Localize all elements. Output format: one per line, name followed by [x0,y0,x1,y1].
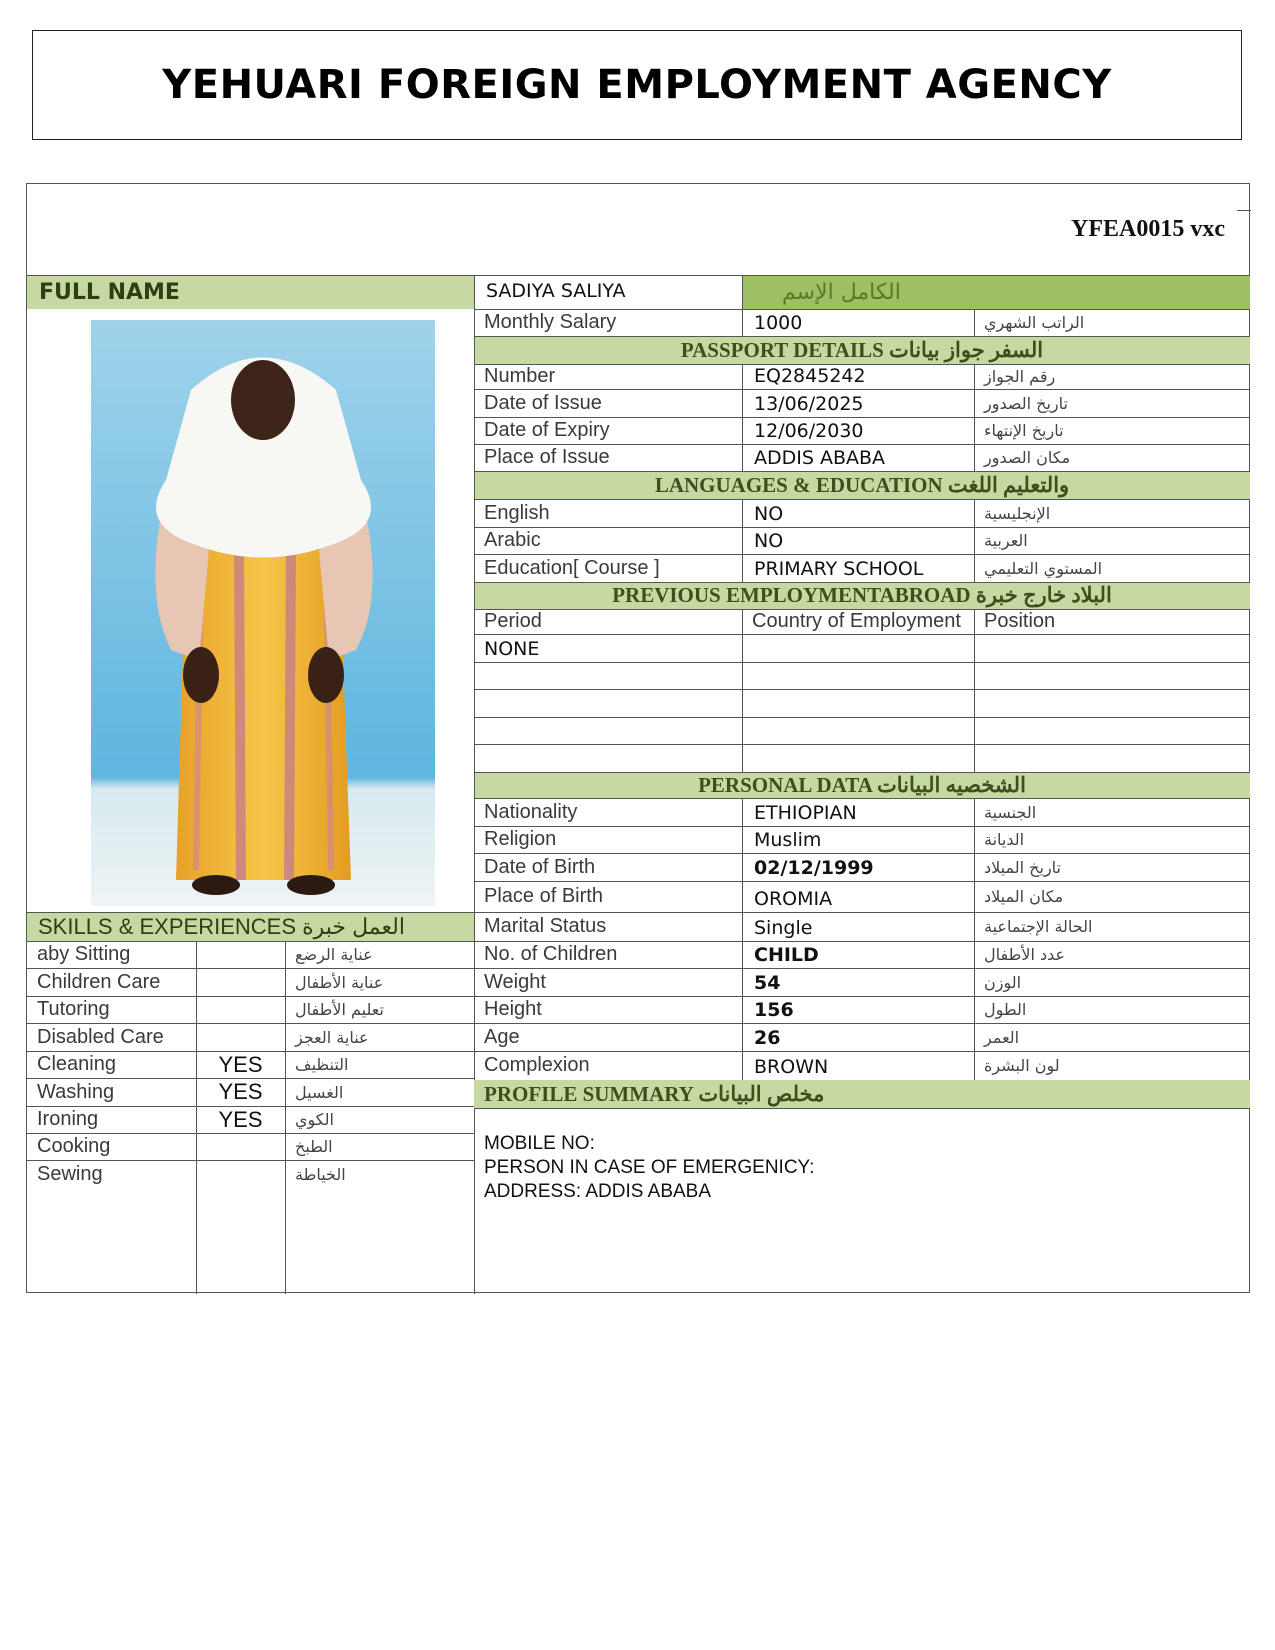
passport-row-1-value: 13/06/2025 [754,393,864,415]
personal-row-7-arabic: الطول [984,1000,1027,1019]
employment-country-2 [742,689,974,717]
skills-header: SKILLS & EXPERIENCES العمل خبرة [27,912,474,941]
personal-row-1-value: Muslim [754,829,822,851]
personal-data-header: PERSONAL DATA الشخصيه البيانات [474,772,1250,798]
grid-line-h [474,853,1250,854]
skill-value-6: YES [218,1106,263,1132]
grid-line-v [742,499,743,582]
grid-line-v [742,364,743,471]
personal-row-7-label: Height [484,998,542,1020]
grid-line-v [974,609,975,772]
personal-row-2-label: Date of Birth [484,855,596,878]
skill-arabic-2: تعليم الأطفال [295,1000,384,1019]
grid-line-h [474,996,1250,997]
personal-row-4-arabic: الحالة الإجتماعية [984,917,1093,936]
grid-line-h [474,662,1250,663]
skill-value-4: YES [218,1051,263,1077]
skill-value-2 [196,996,285,1023]
skill-value-3 [196,1023,285,1051]
monthly-salary-value: 1000 [754,312,803,334]
skill-label-1: Children Care [37,970,161,993]
passport-row-0-label: Number [484,365,556,387]
grid-line-h [474,471,1250,472]
skill-label-0: aby Sitting [37,943,131,965]
grid-line-h [474,744,1250,745]
personal-row-7-value: 156 [754,999,794,1021]
grid-line-h [474,609,1250,610]
grid-line-h [27,1106,474,1107]
grid-line-v [742,609,743,772]
grid-line-h [27,968,474,969]
grid-line-h [474,941,1250,942]
personal-row-0-label: Nationality [484,800,578,823]
employment-period-0: NONE [484,638,540,660]
skill-label-6: Ironing [37,1108,99,1130]
grid-line-h [474,444,1250,445]
skill-arabic-7: الطبخ [295,1137,333,1156]
grid-line-h [27,1078,474,1079]
employment-period-4 [474,744,742,772]
employment-country-4 [742,744,974,772]
skill-label-7: Cooking [37,1135,111,1157]
personal-row-1-label: Religion [484,828,557,850]
personal-row-8-value: 26 [754,1027,781,1049]
skill-value-0 [196,941,285,968]
applicant-photo-image [91,320,435,906]
languages-row-0-label: English [484,501,550,524]
personal-row-8-label: Age [484,1025,520,1048]
mobile-number-line: MOBILE NO: [484,1133,595,1154]
passport-row-2-arabic: تاريخ الإنتهاء [984,421,1064,440]
passport-row-2-value: 12/06/2030 [754,420,864,442]
passport-row-3-label: Place of Issue [484,446,610,468]
grid-line-h [474,968,1250,969]
personal-row-6-label: Weight [484,970,546,993]
applicant-photo [91,320,435,906]
grid-line-h [474,499,1250,500]
period-column-header: Period [484,610,542,632]
personal-row-3-label: Place of Birth [484,885,603,907]
grid-line-h [474,364,1250,365]
grid-line-v [742,309,743,336]
skill-arabic-0: عناية الرضع [295,945,373,964]
passport-row-2-label: Date of Expiry [484,419,610,441]
employment-position-3 [974,717,1250,744]
personal-row-5-arabic: عدد الأطفال [984,945,1066,964]
languages-row-2-label: Education[ Course ] [484,556,660,579]
personal-row-4-value: Single [754,917,813,939]
passport-header: PASSPORT DETAILS السفر جواز بيانات [474,336,1250,364]
skill-label-3: Disabled Care [37,1025,164,1048]
grid-line-h [474,826,1250,827]
grid-line-h [474,881,1250,882]
skill-label-5: Washing [37,1080,115,1103]
employment-country-1 [742,662,974,689]
passport-row-3-value: ADDIS ABABA [754,447,886,469]
reference-number: YFEA0015 vxc [1071,216,1225,242]
languages-row-2-value: PRIMARY SCHOOL [754,558,924,580]
languages-row-1-arabic: العربية [984,531,1028,550]
grid-line-h [474,417,1250,418]
skill-label-4: Cleaning [37,1053,116,1075]
grid-line-h [474,389,1250,390]
passport-row-0-value: EQ2845242 [754,365,866,387]
grid-line-v [974,499,975,582]
skill-value-7 [196,1133,285,1160]
grid-line-h [27,1133,474,1134]
grid-line-h [474,798,1250,799]
employment-period-1 [474,662,742,689]
employment-position-2 [974,689,1250,717]
employment-country-3 [742,717,974,744]
agency-title-box [32,30,1242,140]
profile-summary-header: PROFILE SUMMARY مخلص البيانات [474,1080,1250,1108]
emergency-contact-line: PERSON IN CASE OF EMERGENICY: [484,1157,815,1178]
grid-line-h [474,772,1250,773]
skill-arabic-5: الغسيل [295,1082,344,1102]
grid-line-h [27,1160,474,1161]
grid-line-h [474,582,1250,583]
monthly-salary-label: Monthly Salary [484,311,617,333]
skill-label-8: Sewing [37,1162,103,1185]
personal-row-4-label: Marital Status [484,915,607,937]
agency-title: YEHUARI FOREIGN EMPLOYMENT AGENCY [162,62,1112,108]
personal-row-8-arabic: العمر [984,1027,1020,1047]
personal-row-9-label: Complexion [484,1054,590,1076]
languages-header: LANGUAGES & EDUCATION والتعليم اللغت [474,471,1250,499]
grid-line-h [474,634,1250,635]
grid-line-h [474,912,1250,913]
languages-row-2-arabic: المستوي التعليمي [984,558,1103,578]
grid-line-h [27,1023,474,1024]
grid-line-h [474,554,1250,555]
grid-line-v [742,798,743,1080]
personal-row-2-arabic: تاريخ الميلاد [984,857,1061,877]
grid-line-h [474,527,1250,528]
grid-line-v [742,275,743,309]
passport-row-3-arabic: مكان الصدور [984,448,1071,467]
passport-row-1-label: Date of Issue [484,391,602,414]
grid-line-h [474,336,1250,337]
skill-value-8 [196,1160,285,1188]
personal-row-3-arabic: مكان الميلاد [984,887,1064,906]
grid-line-h [474,309,1250,310]
reference-tick [1237,210,1251,211]
personal-row-2-value: 02/12/1999 [754,857,874,879]
full-name-label: FULL NAME [27,275,474,309]
grid-line-h [27,275,1250,276]
cv-form [26,183,1250,1293]
grid-line-v [974,309,975,336]
grid-line-v [285,941,286,1294]
skill-label-2: Tutoring [37,998,110,1020]
passport-row-0-arabic: رقم الجواز [984,367,1056,386]
full-name-arabic: الكامل الإسم [742,275,1250,309]
personal-row-0-value: ETHIOPIAN [754,802,857,824]
personal-row-1-arabic: الديانة [984,830,1025,849]
languages-row-0-value: NO [754,503,784,525]
personal-row-9-arabic: لون البشرة [984,1056,1060,1075]
employment-period-3 [474,717,742,744]
grid-line-h [474,717,1250,718]
grid-line-h [474,1023,1250,1024]
grid-line-h [474,1051,1250,1052]
skill-arabic-1: عناية الأطفال [295,972,384,992]
skill-value-5: YES [218,1079,263,1104]
languages-row-0-arabic: الإنجليسية [984,503,1051,523]
grid-line-v [196,941,197,1294]
personal-row-0-arabic: الجنسية [984,802,1037,822]
personal-row-3-value: OROMIA [754,888,833,910]
profile-summary-body [474,1132,1174,1204]
personal-row-9-value: BROWN [754,1056,829,1078]
personal-row-6-arabic: الوزن [984,972,1022,992]
personal-row-5-label: No. of Children [484,943,618,965]
monthly-salary-arabic: الراتب الشهري [984,313,1085,332]
skill-arabic-4: التنظيف [295,1055,349,1074]
full-name-value: SADIYA SALIYA [486,280,626,302]
employment-country-0 [742,634,974,662]
skill-arabic-8: الخياطة [295,1164,346,1184]
grid-line-h [474,1108,1250,1109]
personal-row-6-value: 54 [754,972,781,994]
skill-arabic-3: عناية العجز [295,1027,369,1047]
grid-line-h [27,996,474,997]
position-column-header: Position [984,610,1056,632]
passport-row-1-arabic: تاريخ الصدور [984,393,1068,413]
grid-line-v [974,364,975,471]
skill-arabic-6: الكوي [295,1110,334,1129]
employment-period-2 [474,689,742,717]
address-line: ADDRESS: ADDIS ABABA [484,1181,712,1202]
employment-position-4 [974,744,1250,772]
languages-row-1-label: Arabic [484,529,541,551]
personal-row-5-value: CHILD [754,944,819,966]
employment-position-1 [974,662,1250,689]
country-column-header: Country of Employment [752,610,961,632]
skill-value-1 [196,968,285,996]
grid-line-h [27,941,474,942]
grid-line-h [27,912,474,913]
languages-row-1-value: NO [754,530,784,552]
grid-line-h [27,1051,474,1052]
grid-line-h [474,689,1250,690]
previous-employment-header: PREVIOUS EMPLOYMENTABROAD البلاد خارج خبرة [474,582,1250,609]
employment-position-0 [974,634,1250,662]
grid-line-v [974,798,975,1080]
